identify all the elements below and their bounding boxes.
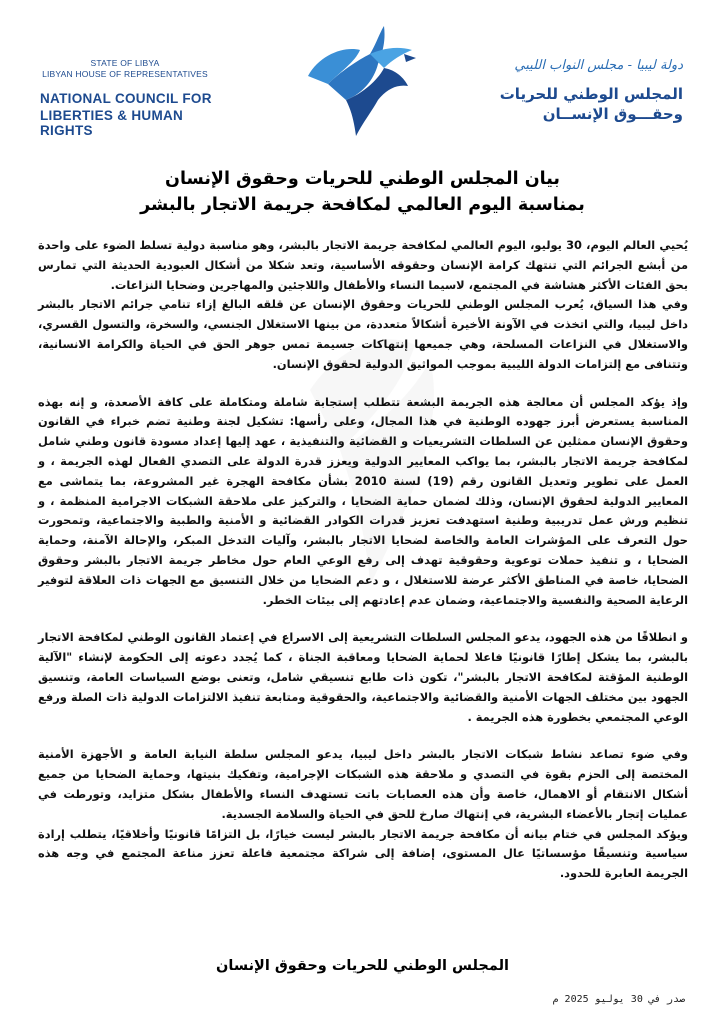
arabic-council-name: المجلس الوطني للحريات	[499, 85, 683, 103]
paragraph-2: وفي هذا السياق، يُعرب المجلس الوطني للحريات وحقوق الإنسان عن قلقه البالغ إزاء تنامي جرائم الاتجار بالبشر داخل ليبيا، والتي اتخذت في الآونة الأخيرة أشكالاً متعددة، من بينها الاستغلال الجنسي، والسخرة، والتسول القسري، والاستغلال في النزاعات المسلحة، وهي جميعها إنتهاكات جسيمة تمس جوهر الحق في الحياة والكرامة الانسانية، وتتنافى مع إلتزامات الدولة الليبية بموجب المواثيق الدولية لحقوق الإنسان.	[38, 297, 688, 371]
english-house-name: LIBYAN HOUSE OF REPRESENTATIVES	[42, 69, 208, 79]
title-line-1: بيان المجلس الوطني للحريات وحقوق الإنسان	[165, 169, 560, 189]
arabic-house-name: دولة ليبيا - مجلس النواب الليبي	[514, 58, 683, 73]
paragraph-6: ويؤكد المجلس في ختام بيانه أن مكافحة جريمة الاتجار بالبشر ليست خيارًا، بل التزامًا قانونيًا وأخلاقيًا، يتطلب إرادة سياسية وتنسيقًا مؤسساتيًا عال المستوى، إضافة إلى شراكة مجتمعية فاعلة تعزز مناعة المجتمع في وجه هذه الجريمة العابرة للحدود.	[38, 826, 688, 881]
issue-date: صدر في 30 يوليو 2025 م	[552, 994, 685, 1005]
english-council-name: NATIONAL COUNCIL FOR	[40, 91, 212, 106]
arabic-council-subtitle: وحقـــوق الإنســان	[542, 105, 683, 123]
dove-logo-icon	[300, 24, 420, 140]
paragraph-1: يُحيي العالم اليوم، 30 يوليو، اليوم العالمي لمكافحة جريمة الاتجار بالبشر، وهو مناسبة دولية تسلط الضوء على واحدة من أبشع الجرائم التي تنتهك كرامة الإنسان وحقوقه الأساسية، وتعد شكلا من أشكال العبودية الحديثة التي تمارس بحق الفئات الأكثر هشاشة في المجتمع، لاسيما النساء والأطفال واللاجئين والمهاجرين وضحايا النزاعات.	[38, 238, 688, 292]
title-line-2: بمناسبة اليوم العالمي لمكافحة جريمة الاتجار بالبشر	[140, 195, 585, 215]
english-council-subtitle: LIBERTIES & HUMAN RIGHTS	[40, 108, 184, 138]
letterhead	[0, 0, 725, 150]
paragraph-4: و انطلاقًا من هذه الجهود، يدعو المجلس السلطات التشريعية إلى الاسراع في إعتماد القانون الوطني لمكافحة الاتجار بالبشر، بما يشكل إطارًا قانونيًا فاعلا لحماية الضحايا ومعاقبة الجناة ، كما يُجدد دعوته إلى الحكومة لإنشاء "الآلية الوطنية المؤقتة لمكافحة الاتجار بالبشر"، تكون ذات طابع تنسيقي شامل، وتعنى بوضع السياسات العامة، وتنسيق الجهود بين مختلف الجهات الأمنية والقضائية والاجتماعية، والحقوقية ومتابعة تنفيذ الالتزامات الدولية ذات الصلة ورفع الوعي المجتمعي بخطورة هذه الجريمة .	[38, 630, 688, 724]
english-header	[40, 58, 220, 138]
signature-line: المجلس الوطني للحريات وحقوق الإنسان	[216, 958, 509, 974]
statement-title	[40, 166, 685, 218]
paragraph-5: وفي ضوء تصاعد نشاط شبكات الاتجار بالبشر داخل ليبيا، يدعو المجلس سلطة النيابة العامة و الأجهزة الأمنية المختصة إلى الحزم بقوة في التصدي و ملاحقة هذه الشبكات الإجرامية، وتفكيك بنيتها، وحماية الضحايا من جميع أشكال الانتقام أو الاهمال، خاصة وأن هذه العصابات باتت تستهدف النساء والأطفال بشكل متزايد، وتورطت في عمليات إتجار بالأعضاء البشرية، في إنتهاك صارخ للحق في الحياة والسلامة الجسدية.	[38, 747, 688, 821]
paragraph-3: وإذ يؤكد المجلس أن معالجة هذه الجريمة البشعة تتطلب إستجابة شاملة ومتكاملة على كافة الأصعدة، و إنه بهذه المناسبة يستعرض أبرز جهوده الوطنية في هذا المجال، وعلى رأسها: تشكيل لجنة وطنية تضم خبراء في القانون وحقوق الإنسان ممثلين عن السلطات التشريعيات و القضائية والتنفيذية ، عهد إليها إعداد مسودة قانون وطني شامل لمكافحة جريمة الاتجار بالبشر، بما يواكب المعايير الدولية ويعزز قدرة الدولة على التصدي الفعال لهذه الجريمة ، و العمل على تطوير وتعديل القانون رقم (19) لسنة 2010 بشأن مكافحة الهجرة غير المشروعة، بما يتماشى مع المعايير الدولية لحقوق الإنسان، وذلك لضمان حماية الضحايا ، والتركيز على ملاحقة الشبكات الاجرامية المنظمة ، و تنظيم ورش عمل تدريبية وطنية استهدفت تعزيز قدرات الكوادر القضائية و الأمنية والطبية والاجتماعية، وتمحورت حول التعرف على المؤشرات العامة والخاصة لضحايا الاتجار بالبشر، وآليات التدخل المبكر، والإحالة الآمنة، وحماية الضحايا ، و تنفيذ حملات توعوية وحقوقية تهدف إلى رفع الوعي العام حول مخاطر جريمة الاتجار بالبشر وحقوق الضحايا، خاصة في المناطق الأكثر عرضة للاستغلال ، و دعم الضحايا من خلال التنسيق مع الجهات ذات العلاقة لتوفير الرعاية الصحية والنفسية والاجتماعية، وضمان عدم إعادتهم إلى بيئات الخطر.	[38, 394, 688, 607]
statement-body	[38, 236, 688, 884]
arabic-header	[483, 58, 683, 123]
english-state-name: STATE OF LIBYA	[90, 58, 160, 68]
